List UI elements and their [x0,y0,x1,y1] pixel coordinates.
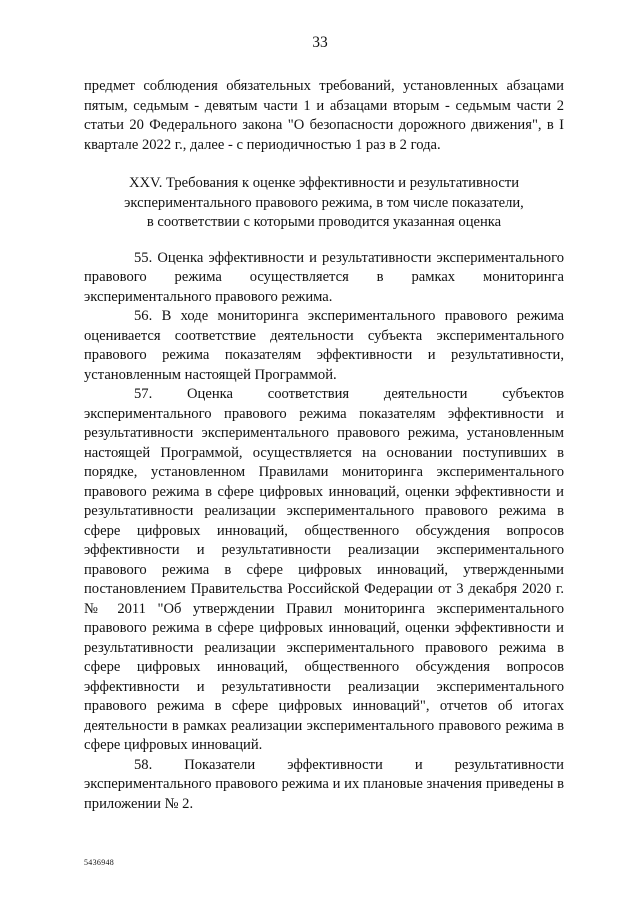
paragraph-55: 55. Оценка эффективности и результативности экспериментального правового режима осуществляется в рамках мониторинга экспериментального правового режима. [84,249,564,305]
document-body [84,77,564,814]
section-title [84,174,564,233]
page-number: 33 [312,34,328,51]
section-title-line-2: экспериментального правового режима, в том числе показатели, [124,194,524,211]
paragraph-56: 56. В ходе мониторинга экспериментального правового режима оценивается соответствие деятельности субъекта экспериментального правового режима показателям эффективности и результативности, установленным настоящей Программой. [84,308,564,383]
section-title-line-3: в соответствии с которыми проводится указанная оценка [146,214,502,230]
paragraph-58: 58. Показатели эффективности и результативности экспериментального правового режима и их плановые значения приведены в приложении № 2. [84,756,564,812]
paragraph-57: 57. Оценка соответствия деятельности субъектов экспериментального правового режима показателям эффективности и результативности экспериментального правового режима, установленным настоящей Программой, осуществляется на основании поступивших в порядке, установленном Правилами мониторинга экспериментального правового режима в сфере цифровых инноваций, оценки эффективности и результативности реализации экспериментального правового режима в сфере цифровых инноваций, общественного обсуждения вопросов эффективности и результативности реализации экспериментального правового режима в сфере цифровых инноваций, утвержденными постановлением Правительства Российской Федерации от 3 декабря 2020 г. № 2011 "Об утверждении Правил мониторинга экспериментального правового режима в сфере цифровых инноваций, оценки эффективности и результативности реализации экспериментального правового режима в сфере цифровых инноваций, общественного обсуждения вопросов эффективности и результативности реализации экспериментального правового режима в сфере цифровых инноваций", отчетов об итогах деятельности в рамках реализации экспериментального правового режима в сфере цифровых инноваций. [84,386,564,753]
section-title-line-1: XXV. Требования к оценке эффективности и результативности [128,175,520,191]
document-code: 5436948 [84,858,115,867]
intro-paragraph: предмет соблюдения обязательных требований, установленных абзацами пятым, седьмым - девятым части 1 и абзацами вторым - седьмым части 2 статьи 20 Федерального закона "О безопасности дорожного движения", в I квартале 2022 г., далее - с периодичностью 1 раз в 2 года. [84,78,564,153]
